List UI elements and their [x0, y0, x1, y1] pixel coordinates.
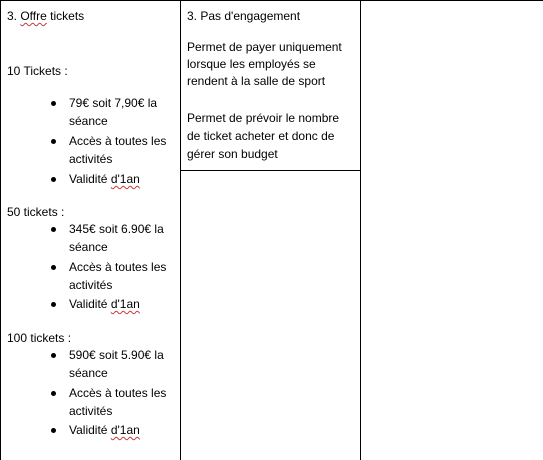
- offer-access: Accès à toutes les: [69, 386, 167, 400]
- offer-validity: Validité d'1an: [69, 172, 140, 186]
- offer-label: 50 tickets :: [7, 205, 65, 219]
- col2-para1-line: rendent à la salle de sport: [187, 74, 326, 88]
- offer-access-cont: activités: [69, 152, 113, 166]
- offer-price-cont: séance: [69, 366, 108, 380]
- bullet-icon: [51, 428, 56, 433]
- offer-price: 590€ soit 5.90€ la: [69, 348, 164, 362]
- offer-access: Accès à toutes les: [69, 260, 167, 274]
- offer-label: 100 tickets :: [7, 331, 72, 345]
- offer-access: Accès à toutes les: [69, 134, 167, 148]
- col2-para1-line: Permet de payer uniquement: [187, 40, 342, 54]
- offer-price: 345€ soit 6.90€ la: [69, 222, 164, 236]
- offer-price-cont: séance: [69, 240, 108, 254]
- offer-validity: Validité d'1an: [69, 423, 140, 437]
- col1-cell: [1, 0, 180, 460]
- bullet-icon: [51, 265, 56, 270]
- offer-price: 79€ soit 7,90€ la: [69, 96, 158, 110]
- col2-para2-line: Permet de prévoir le nombre: [187, 111, 340, 125]
- bullet-icon: [51, 139, 56, 144]
- col2-cell: [181, 0, 360, 460]
- bullet-icon: [51, 227, 56, 232]
- offer-price-cont: séance: [69, 114, 108, 128]
- col3-cell: [361, 0, 543, 460]
- bullet-icon: [51, 391, 56, 396]
- col2-para2-line: de ticket acheter et donc de: [187, 129, 335, 143]
- offer-access-cont: activités: [69, 278, 113, 292]
- col2-para1-line: lorsque les employés se: [187, 57, 316, 71]
- bullet-icon: [51, 177, 56, 182]
- offer-label: 10 Tickets :: [7, 64, 68, 78]
- offer-access-cont: activités: [69, 404, 113, 418]
- offer-validity: Validité d'1an: [69, 297, 140, 311]
- bullet-icon: [51, 101, 56, 106]
- col2-heading: 3. Pas d'engagement: [187, 9, 301, 23]
- bullet-icon: [51, 302, 56, 307]
- col2-para2-line: gérer son budget: [187, 147, 278, 161]
- col1-heading: 3. Offre tickets: [7, 9, 85, 23]
- bullet-icon: [51, 353, 56, 358]
